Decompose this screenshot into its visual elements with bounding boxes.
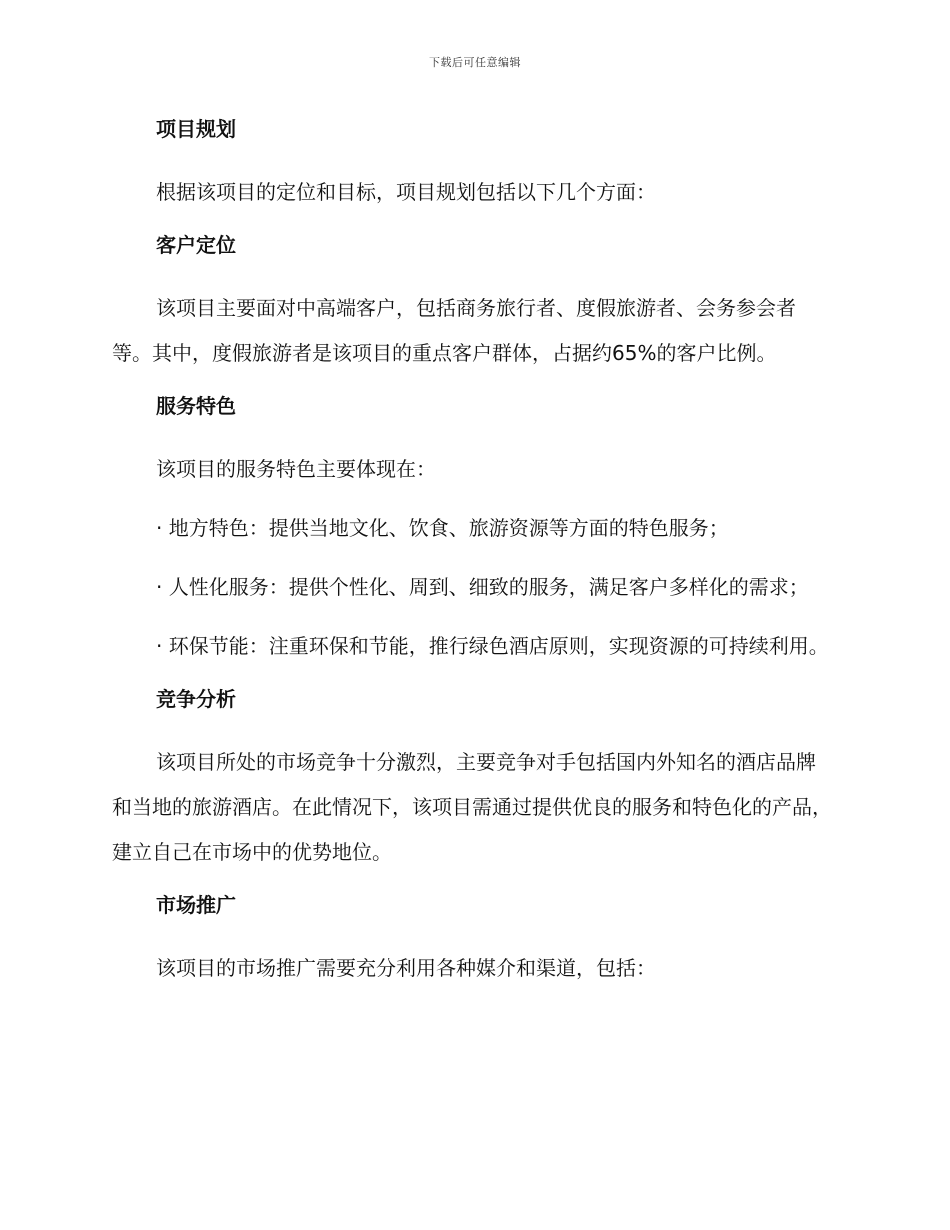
page-header: 下载后可任意编辑: [429, 56, 521, 69]
service-bullet-local: · 地方特色：提供当地文化、饮食、旅游资源等方面的特色服务；: [156, 516, 729, 540]
heading-competition-analysis: 竞争分析: [156, 687, 236, 711]
competition-body: 该项目所处的市场竞争十分激烈，主要竞争对手包括国内外知名的酒店品牌和当地的旅游酒店。在此情况下，该项目需通过提供优良的服务和特色化的产品，建立自己在市场中的优势地位。: [112, 750, 832, 864]
marketing-intro: 该项目的市场推广需要充分利用各种媒介和渠道，包括：: [156, 956, 656, 980]
heading-service-features: 服务特色: [156, 394, 236, 418]
service-bullet-humanized: · 人性化服务：提供个性化、周到、细致的服务，满足客户多样化的需求；: [156, 575, 809, 599]
service-bullet-eco: · 环保节能：注重环保和节能，推行绿色酒店原则，实现资源的可持续利用。: [156, 634, 829, 658]
document-body: [112, 112, 834, 991]
heading-marketing: 市场推广: [156, 893, 236, 917]
customer-body: 该项目主要面对中高端客户，包括商务旅行者、度假旅游者、会务参会者等。其中，度假旅游者是该项目的重点客户群体，占据约65%的客户比例。: [112, 296, 796, 365]
planning-intro: 根据该项目的定位和目标，项目规划包括以下几个方面：: [156, 180, 656, 204]
heading-project-planning: 项目规划: [156, 117, 236, 141]
service-intro: 该项目的服务特色主要体现在：: [156, 457, 436, 481]
heading-customer-positioning: 客户定位: [156, 233, 236, 257]
